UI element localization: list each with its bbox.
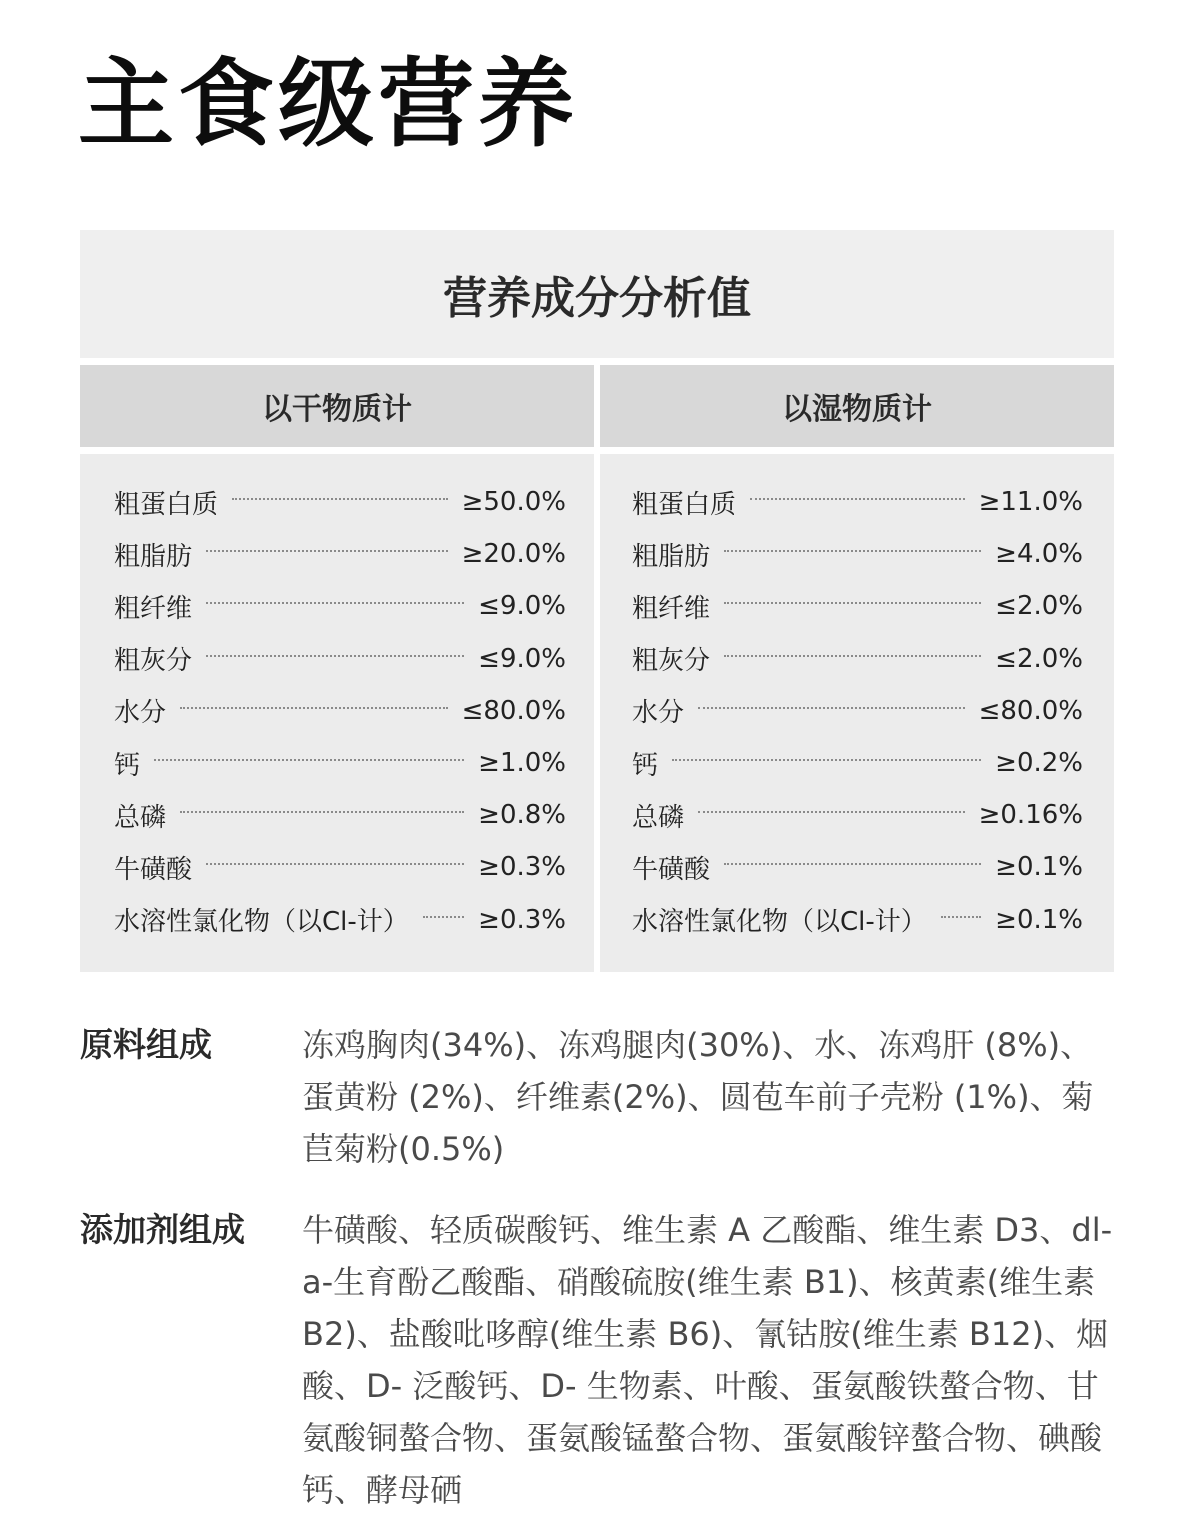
dotted-leader (724, 550, 981, 552)
nutrient-value: ≤9.0% (478, 643, 566, 674)
nutrient-value: ≥50.0% (461, 487, 566, 518)
nutrient-value: ≥11.0% (978, 487, 1083, 518)
nutrient-value: ≤2.0% (995, 643, 1083, 674)
nutrition-table-title: 营养成分分析值 (443, 273, 751, 324)
nutrient-label: 牛磺酸 (632, 854, 711, 885)
nutrient-label: 水分 (632, 698, 685, 729)
nutrient-row (632, 841, 1083, 893)
nutrient-label: 水溶性氯化物（以Cl-计） (632, 907, 927, 938)
nutrient-row (114, 528, 566, 580)
dotted-leader (154, 759, 464, 761)
additives-text: 牛磺酸、轻质碳酸钙、维生素 A 乙酸酯、维生素 D3、dl-a-生育酚乙酸酯、硝酸硫胺(维生素 B1)、核黄素(维生素B2)、盐酸吡哆醇(维生素 B6)、氰钴胺(维生素 B12)、烟酸、D- 泛酸钙、D- 生物素、叶酸、蛋氨酸铁螯合物、甘氨酸铜螯合物、蛋氨酸锰螯合物、蛋氨酸锌螯合物、碘酸钙、酵母硒 (302, 1211, 1113, 1509)
nutrient-row (632, 633, 1083, 685)
nutrient-row (114, 476, 566, 528)
nutrient-label: 粗灰分 (632, 646, 711, 677)
nutrient-value: ≥0.3% (478, 852, 566, 883)
nutrient-value: ≥0.1% (995, 904, 1083, 935)
nutrient-row (114, 580, 566, 632)
dotted-leader (724, 655, 981, 657)
nutrient-value: ≥1.0% (478, 748, 566, 779)
dotted-leader (941, 916, 981, 918)
nutrient-label: 总磷 (632, 802, 685, 833)
nutrient-row (632, 789, 1083, 841)
dotted-leader (423, 916, 464, 918)
nutrient-row (114, 633, 566, 685)
nutrient-row (114, 685, 566, 737)
nutrient-row (632, 737, 1083, 789)
dry-matter-column-header: 以干物质计 (80, 365, 594, 447)
dotted-leader (724, 863, 981, 865)
nutrient-label: 粗蛋白质 (632, 489, 737, 520)
nutrient-value: ≥0.8% (478, 800, 566, 831)
dotted-leader (698, 811, 965, 813)
dotted-leader (206, 550, 448, 552)
nutrient-value: ≤9.0% (478, 591, 566, 622)
dry-matter-column (80, 454, 594, 972)
wet-matter-column-header: 以湿物质计 (600, 365, 1114, 447)
nutrient-value: ≥20.0% (461, 539, 566, 570)
dotted-leader (232, 498, 448, 500)
nutrient-value: ≥0.3% (478, 904, 566, 935)
nutrient-label: 水溶性氯化物（以Cl-计） (114, 907, 409, 938)
nutrient-value: ≤80.0% (461, 695, 566, 726)
page-title: 主食级营养 (78, 48, 578, 160)
dotted-leader (698, 707, 965, 709)
nutrient-row (632, 528, 1083, 580)
additives-section (80, 1204, 1120, 1516)
nutrient-label: 牛磺酸 (114, 854, 193, 885)
ingredients-section (80, 1019, 1120, 1175)
nutrient-label: 粗蛋白质 (114, 489, 219, 520)
nutrient-row (114, 841, 566, 893)
nutrient-row (632, 476, 1083, 528)
nutrient-value: ≤80.0% (978, 695, 1083, 726)
nutrient-label: 水分 (114, 698, 167, 729)
nutrient-label: 粗脂肪 (632, 541, 711, 572)
nutrient-row (114, 894, 566, 946)
nutrient-row (632, 685, 1083, 737)
nutrient-value: ≥0.16% (978, 800, 1083, 831)
ingredients-label: 原料组成 (80, 1025, 212, 1064)
dotted-leader (180, 811, 464, 813)
nutrient-label: 粗灰分 (114, 646, 193, 677)
dotted-leader (672, 759, 981, 761)
nutrient-label: 总磷 (114, 802, 167, 833)
nutrient-label: 粗纤维 (632, 593, 711, 624)
dotted-leader (724, 602, 981, 604)
dotted-leader (206, 602, 464, 604)
dotted-leader (206, 863, 464, 865)
additives-label: 添加剂组成 (80, 1210, 245, 1249)
nutrient-value: ≥0.1% (995, 852, 1083, 883)
nutrient-label: 钙 (632, 750, 659, 781)
nutrient-value: ≥4.0% (995, 539, 1083, 570)
dotted-leader (180, 707, 448, 709)
nutrient-label: 粗纤维 (114, 593, 193, 624)
wet-matter-column (600, 454, 1114, 972)
nutrient-row (632, 894, 1083, 946)
dotted-leader (206, 655, 464, 657)
nutrition-table-heading (80, 230, 1114, 358)
nutrient-label: 钙 (114, 750, 141, 781)
nutrient-value: ≥0.2% (995, 748, 1083, 779)
nutrient-label: 粗脂肪 (114, 541, 193, 572)
nutrient-row (114, 737, 566, 789)
nutrient-row (632, 580, 1083, 632)
ingredients-text: 冻鸡胸肉(34%)、冻鸡腿肉(30%)、水、冻鸡肝 (8%)、蛋黄粉 (2%)、纤维素(2%)、圆苞车前子壳粉 (1%)、菊苣菊粉(0.5%) (302, 1026, 1094, 1168)
nutrient-value: ≤2.0% (995, 591, 1083, 622)
dotted-leader (750, 498, 965, 500)
nutrient-row (114, 789, 566, 841)
